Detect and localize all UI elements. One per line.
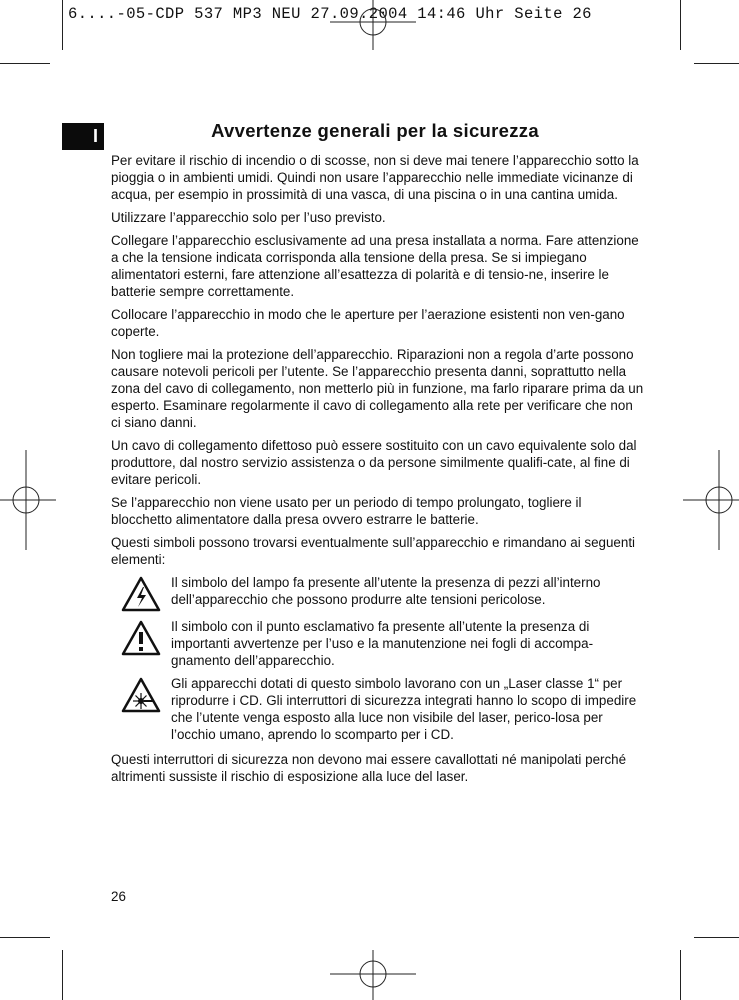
closing-paragraph: Questi interruttori di sicurezza non devono mai essere cavallottati né manipolati perché altrimenti sussiste il rischio di esposizione alla luce del laser.	[111, 752, 627, 784]
paragraph: Utilizzare l’apparecchio solo per l’uso previsto.	[111, 210, 386, 225]
page-title: Avvertenze generali per la sicurezza	[211, 120, 539, 141]
crop-mark	[680, 0, 681, 50]
symbol-text: Il simbolo del lampo fa presente all’utente la presenza di pezzi all’interno dell’apparecchio che possono produrre alte tensioni pericolose.	[171, 575, 601, 607]
paragraph: Questi simboli possono trovarsi eventualmente sull’apparecchio e rimandano ai seguenti elementi:	[111, 535, 636, 567]
symbol-explanation	[111, 574, 644, 612]
safety-instructions	[111, 152, 644, 791]
crop-mark	[0, 63, 50, 64]
registration-target-icon	[330, 944, 416, 1000]
symbol-explanation	[111, 675, 644, 743]
paragraph: Un cavo di collegamento difettoso può essere sostituito con un cavo equivalente solo dal produttore, dal nostro servizio assistenza o da persone similmente qualifi-cate, al fine di evitare pericoli.	[111, 438, 637, 487]
crop-mark	[680, 950, 681, 1000]
symbol-text: Gli apparecchi dotati di questo simbolo lavorano con un „Laser classe 1“ per riprodurre i CD. Gli interruttori di sicurezza integrati hanno lo scopo di impedire che l’utente venga esposto alla luce non visibile del laser, perico-losa per l’occhio umano, aprendo lo scomparto per i CD.	[171, 676, 637, 742]
crop-mark	[62, 0, 63, 50]
print-slug-line: 6....-05-CDP 537 MP3 NEU 27.09.2004 14:46 Uhr Seite 26	[68, 5, 592, 23]
registration-target-icon	[330, 0, 416, 56]
crop-mark	[0, 937, 50, 938]
paragraph: Collocare l’apparecchio in modo che le aperture per l’aerazione esistenti non ven-gano coperte.	[111, 307, 625, 339]
exclamation-warning-icon	[121, 620, 161, 656]
registration-target-icon	[683, 450, 739, 550]
paragraph: Se l’apparecchio non viene usato per un periodo di tempo prolungato, togliere il blocchetto alimentatore dalla presa ovvero estrarre le batterie.	[111, 495, 582, 527]
page-number: 26	[111, 889, 126, 904]
crop-mark	[694, 63, 739, 64]
crop-mark	[694, 937, 739, 938]
paragraph: Per evitare il rischio di incendio o di scosse, non si deve mai tenere l’apparecchio sotto la pioggia o in ambienti umidi. Quindi non usare l’apparecchio nelle immediate vicinanze di acqua, per esempio in prossimità di una vasca, di una piscina o in una cantina umida.	[111, 153, 639, 202]
registration-target-icon	[0, 450, 56, 550]
paragraph: Collegare l’apparecchio esclusivamente ad una presa installata a norma. Fare attenzione a che la tensione indicata corrisponda alla tensione della presa. Se si impiegano alimentatori esterni, fare attenzione all’esattezza di polarità e di tensio-ne, inserire le batterie sempre correttamente.	[111, 233, 639, 299]
symbol-explanation	[111, 618, 644, 669]
language-tab: I	[62, 123, 104, 150]
lightning-warning-icon	[121, 576, 161, 612]
symbol-text: Il simbolo con il punto esclamativo fa presente all’utente la presenza di importanti avvertenze per l’uso e la manutenzione nei fogli di accompa-gnamento dell’apparecchio.	[171, 619, 594, 668]
paragraph: Non togliere mai la protezione dell’apparecchio. Riparazioni non a regola d’arte possono causare notevoli pericoli per l’utente. Se l’apparecchio presenta danni, soprattutto nella zona del cavo di collegamento, non metterlo più in funzione, ma farlo riparare prima da un esperto. Esaminare regolarmente il cavo di collegamento alla rete per verificare che non ci siano danni.	[111, 347, 644, 430]
laser-warning-icon	[121, 677, 161, 713]
crop-mark	[62, 950, 63, 1000]
